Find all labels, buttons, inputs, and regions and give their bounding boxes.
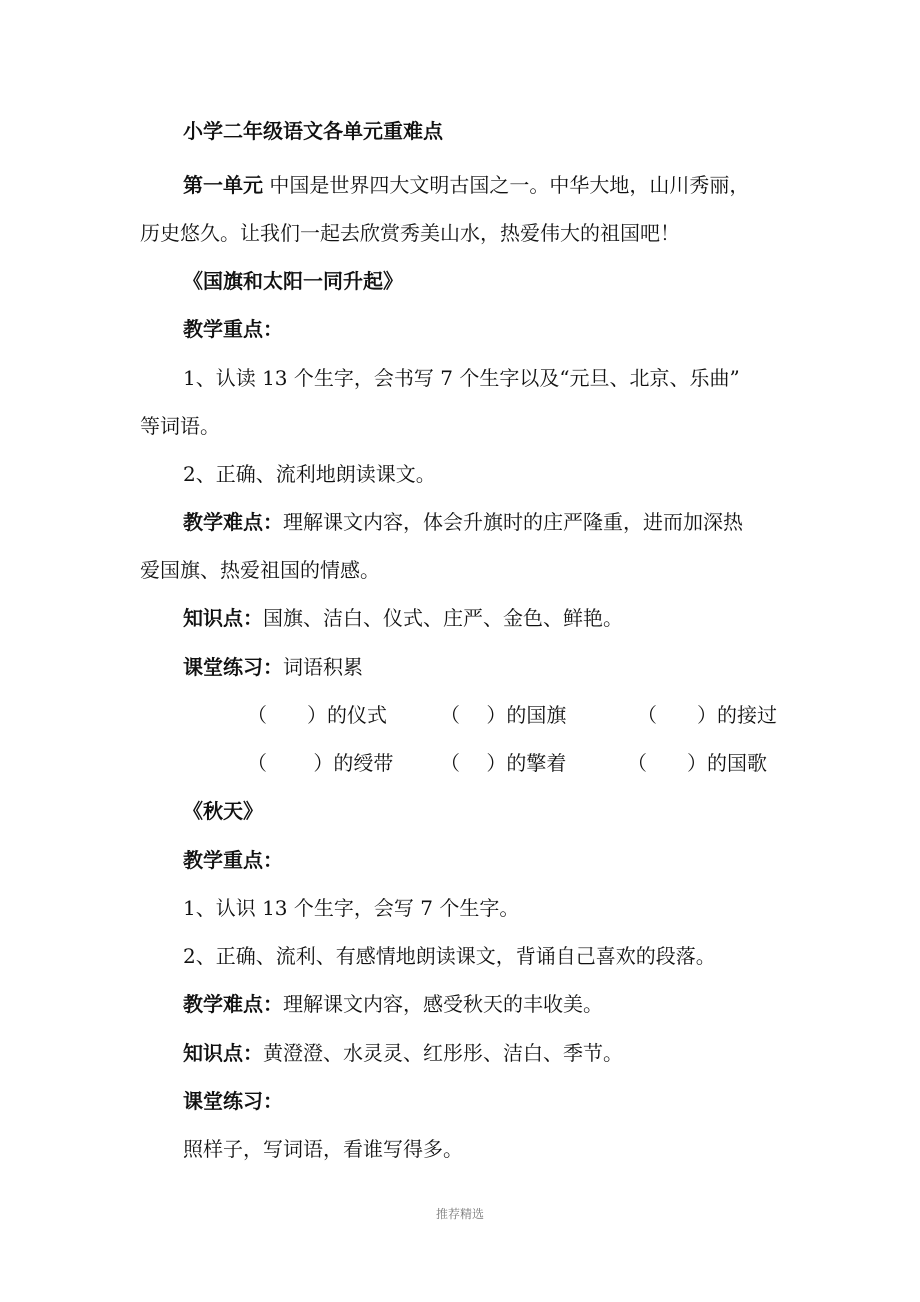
lesson1-difficulty-line1 xyxy=(183,508,743,536)
lesson2-practice-label: 课堂练习： xyxy=(183,1089,283,1113)
exercise-item: （ ）的绶带 xyxy=(247,751,394,775)
unit1-label: 第一单元 xyxy=(183,173,263,197)
lesson1-difficulty-line2: 爱国旗、热爱祖国的情感。 xyxy=(140,558,380,582)
lesson1-knowledge-text: 国旗、洁白、仪式、庄严、金色、鲜艳。 xyxy=(263,606,623,630)
lesson2-difficulty-label: 教学难点： xyxy=(183,992,283,1016)
exercise-item: （ ）的国旗 xyxy=(440,703,567,727)
lesson2-key1: 1、认识 13 个生字，会写 7 个生字。 xyxy=(183,896,520,920)
lesson1-difficulty-label: 教学难点： xyxy=(183,510,283,534)
document-title: 小学二年级语文各单元重难点 xyxy=(183,119,443,143)
unit1-intro-line1 xyxy=(183,171,749,199)
exercise-item: （ ）的接过 xyxy=(637,703,777,727)
lesson2-practice-text: 照样子，写词语，看谁写得多。 xyxy=(183,1137,463,1161)
lesson1-practice-label: 课堂练习： xyxy=(183,655,283,679)
lesson1-practice xyxy=(183,653,363,681)
lesson2-knowledge-text: 黄澄澄、水灵灵、红彤彤、洁白、季节。 xyxy=(263,1041,623,1065)
lesson2-knowledge-label: 知识点： xyxy=(183,1041,263,1065)
unit1-intro-line2: 历史悠久。让我们一起去欣赏秀美山水，热爱伟大的祖国吧！ xyxy=(140,221,680,245)
lesson1-title: 《国旗和太阳一同升起》 xyxy=(183,269,403,293)
lesson1-key1-line1: 1、认读 13 个生字，会书写 7 个生字以及“元旦、北京、乐曲” xyxy=(183,366,740,390)
lesson1-key2: 2、正确、流利地朗读课文。 xyxy=(183,462,436,486)
lesson2-difficulty-text: 理解课文内容，感受秋天的丰收美。 xyxy=(283,992,603,1016)
unit1-text-line1: 中国是世界四大文明古国之一。中华大地，山川秀丽， xyxy=(269,173,750,197)
lesson1-key-label: 教学重点： xyxy=(183,317,283,341)
lesson2-key-label: 教学重点： xyxy=(183,848,283,872)
lesson2-knowledge xyxy=(183,1039,623,1067)
lesson1-knowledge-label: 知识点： xyxy=(183,606,263,630)
page-footer: 推荐精选 xyxy=(435,1207,484,1221)
lesson1-difficulty-text: 理解课文内容，体会升旗时的庄严隆重，进而加深热 xyxy=(283,510,743,534)
lesson1-knowledge xyxy=(183,604,623,632)
lesson2-title: 《秋天》 xyxy=(183,799,263,823)
exercise-item: （ ）的仪式 xyxy=(247,703,387,727)
lesson2-difficulty xyxy=(183,990,603,1018)
lesson1-key1-line2: 等词语。 xyxy=(140,414,220,438)
lesson2-key2: 2、正确、流利、有感情地朗读课文，背诵自己喜欢的段落。 xyxy=(183,944,716,968)
exercise-item: （ ）的擎着 xyxy=(440,751,567,775)
exercise-item: （ ）的国歌 xyxy=(627,751,767,775)
lesson1-practice-text: 词语积累 xyxy=(283,655,363,679)
